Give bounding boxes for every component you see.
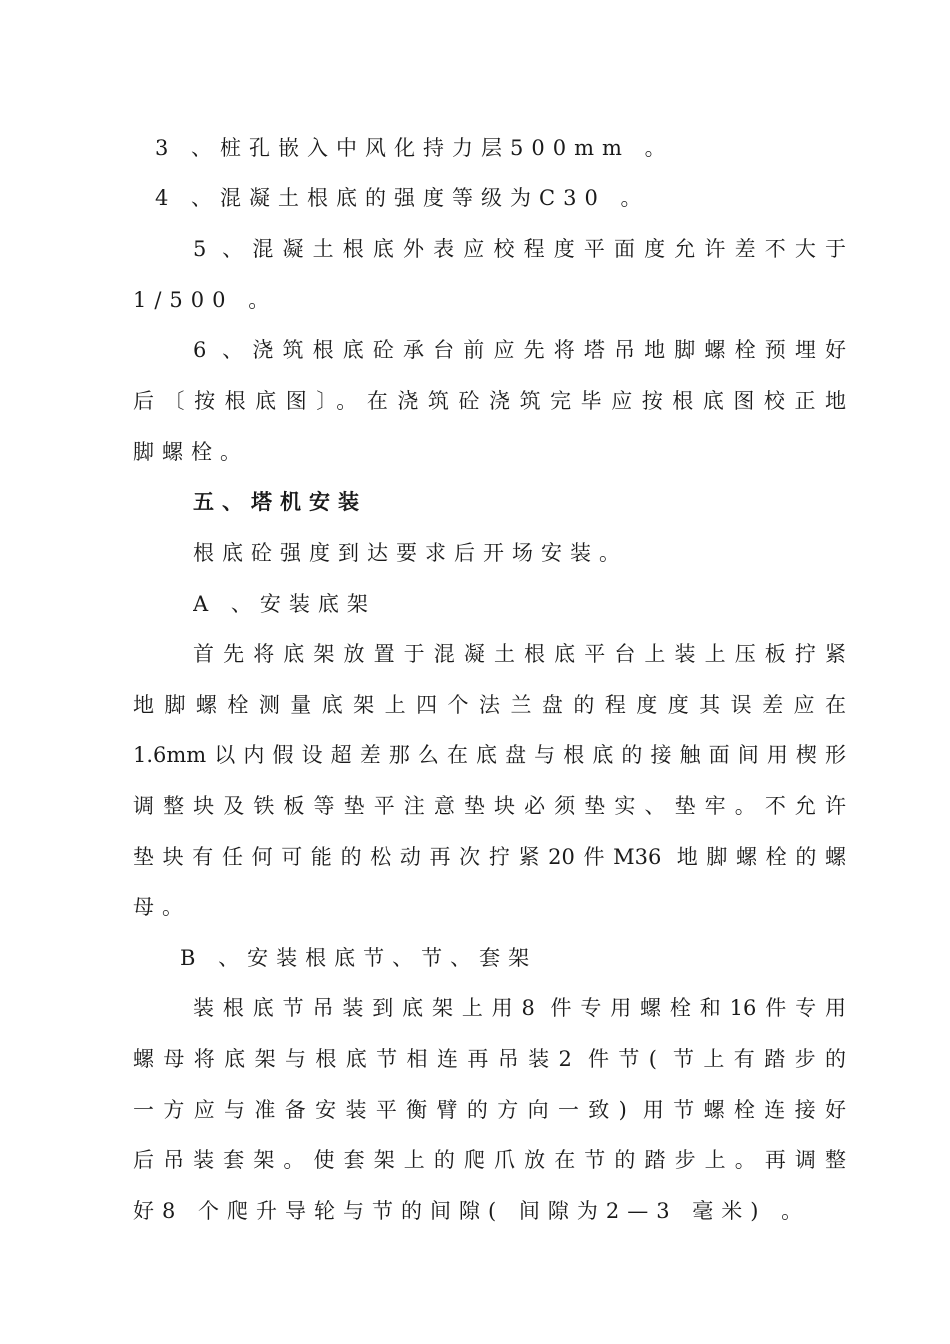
item-6-line-end: 脚螺栓。 [133,440,249,464]
para-a-line: 1.6mm以内假设超差那么在底盘与根底的接触面间用楔形 [133,743,846,767]
item-5-line: 5 、混凝土根底外表应校程度平面度允许差不大于 [193,237,846,261]
para-b-line: 后吊装套架。使套架上的爬爪放在节的踏步上。再调整 [133,1148,846,1172]
item-3-line: 3 、桩孔嵌入中风化持力层500mm 。 [155,136,674,160]
item-5-line-cont: 1/500 。 [133,288,278,312]
item-6-line-cont: 后〔按根底图〕。在浇筑砼浇筑完毕应按根底图校正地 [133,389,846,413]
subheading-a: A 、安装底架 [193,592,376,616]
subheading-b: B 、安装根底节、节、套架 [180,946,538,970]
para-b-line: 螺母将底架与根底节相连再吊装2 件节( 节上有踏步的 [133,1047,846,1071]
section-intro: 根底砼强度到达要求后开场安装。 [193,541,628,565]
section-heading: 五、塔机安装 [193,489,367,514]
para-b-line: 一方应与准备安装平衡臂的方向一致) 用节螺栓连接好 [133,1098,846,1122]
para-a-line: 首先将底架放置于混凝土根底平台上装上压板拧紧 [193,642,846,666]
para-a-line: 调整块及铁板等垫平注意垫块必须垫实、垫牢。不允许 [133,794,846,818]
item-4-line: 4 、混凝土根底的强度等级为C30 。 [155,186,650,210]
para-a-line-end: 母。 [133,895,191,919]
item-6-line: 6 、浇筑根底砼承台前应先将塔吊地脚螺栓预埋好 [193,338,846,362]
para-b-line-end: 好8 个爬升导轮与节的间隙( 间隙为2—3 毫米) 。 [133,1199,811,1223]
para-a-line: 地脚螺栓测量底架上四个法兰盘的程度度其误差应在 [133,693,846,717]
para-b-line: 装根底节吊装到底架上用8 件专用螺栓和16件专用 [193,996,846,1020]
para-a-line: 垫块有任何可能的松动再次拧紧20件M36 地脚螺栓的螺 [133,845,846,869]
